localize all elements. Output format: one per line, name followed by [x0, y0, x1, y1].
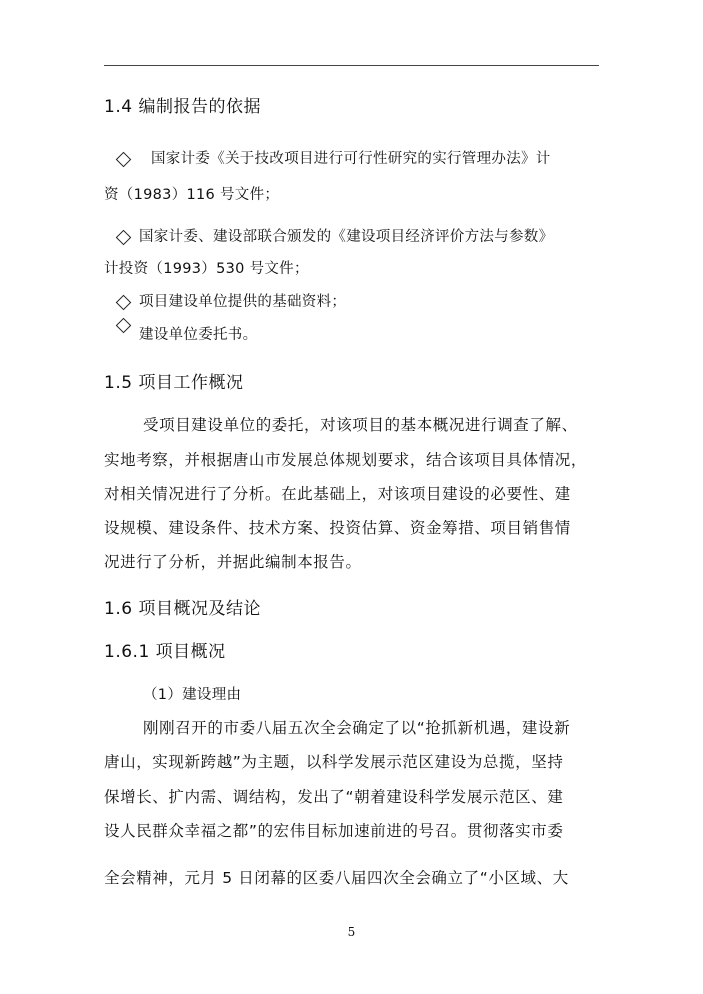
- basis-item-2-line1: 国家计委、建设部联合颁发的《建设项目经济评价方法与参数》: [139, 229, 554, 245]
- work-para-line-5: 况进行了分析，并据此编制本报告。: [104, 553, 362, 571]
- diamond-bullet-icon: [116, 229, 132, 245]
- section-1-6-1-heading: 1.6.1 项目概况: [104, 642, 226, 662]
- diamond-bullet-icon: [116, 151, 132, 167]
- reason-para-line-3: 保增长、扩内需、调结构，发出了“朝着建设科学发展示范区、建: [104, 788, 564, 806]
- reason-para-line-4: 设人民群众幸福之都”的宏伟目标加速前进的号召。贯彻落实市委: [104, 822, 564, 840]
- basis-item-3: [118, 290, 618, 311]
- work-para-line-4: 设规模、建设条件、技术方案、投资估算、资金筹措、项目销售情: [104, 519, 571, 537]
- header-rule: [104, 65, 599, 66]
- basis-item-1: [118, 147, 618, 168]
- section-1-5-heading: 1.5 项目工作概况: [104, 373, 244, 393]
- basis-item-4-line1: 建设单位委托书。: [139, 327, 258, 343]
- diamond-bullet-icon: [116, 294, 132, 310]
- work-para-line-2: 实地考察，并根据唐山市发展总体规划要求，结合该项目具体情况，: [104, 451, 588, 469]
- reason-para-line-1: 刚刚召开的市委八届五次全会确定了以“抢抓新机遇，建设新: [143, 719, 571, 737]
- section-1-6-heading: 1.6 项目概况及结论: [104, 599, 261, 619]
- diamond-bullet-icon: [116, 318, 132, 334]
- item-label-construction-reason: （1）建设理由: [143, 687, 242, 703]
- basis-item-3-line1: 项目建设单位提供的基础资料；: [139, 294, 347, 310]
- basis-item-1-line1: 国家计委《关于技改项目进行可行性研究的实行管理办法》计: [151, 151, 551, 167]
- basis-item-1-line2: 资（1983）116 号文件；: [104, 187, 280, 203]
- reason-para-line-2: 唐山，实现新跨越”为主题，以科学发展示范区建设为总揽，坚持: [104, 753, 564, 771]
- page-number: 5: [347, 925, 356, 939]
- basis-item-2: [118, 225, 618, 246]
- work-para-line-1: 受项目建设单位的委托，对该项目的基本概况进行调查了解、: [143, 416, 578, 434]
- basis-item-4: [118, 318, 618, 344]
- basis-item-2-line2: 计投资（1993）530 号文件；: [104, 261, 309, 277]
- section-1-4-heading: 1.4 编制报告的依据: [104, 97, 261, 117]
- reason-para-line-5: 全会精神，元月 5 日闭幕的区委八届四次全会确立了“小区域、大: [104, 869, 569, 887]
- work-para-line-3: 对相关情况进行了分析。在此基础上，对该项目建设的必要性、建: [104, 485, 571, 503]
